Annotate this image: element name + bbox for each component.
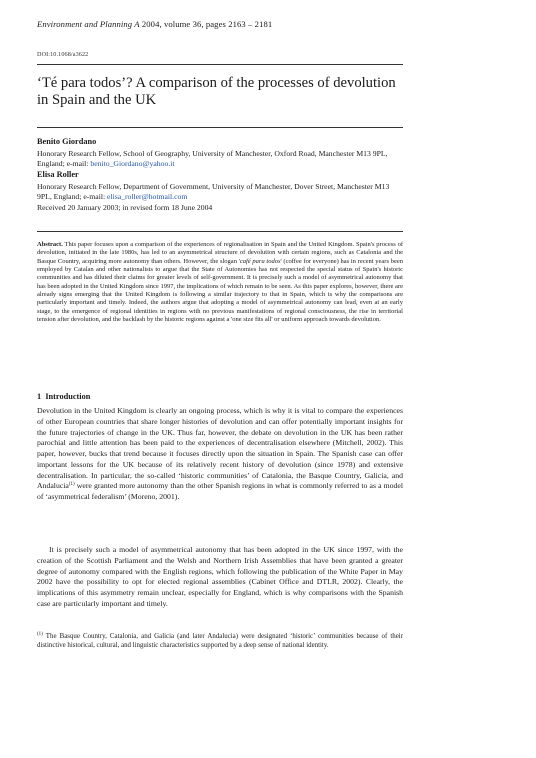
journal-details: 2004, volume 36, pages 2163 – 2181 [139, 19, 273, 29]
section-heading [37, 392, 90, 401]
top-rule [37, 64, 403, 65]
received-dates: Received 20 January 2003; in revised form 18 June 2004 [37, 203, 213, 212]
body-paragraph: It is precisely such a model of asymmetrical autonomy that has been adopted in the UK since 1997, with the creation of the Scottish Parliament and the Welsh and Northern Irish Assemblies that have been granted a greater degree of autonomy compared with the English regions, which following the publication of the White Paper in May 2002 have the possibility to opt for elected regional assemblies (Cabinet Office and DTLR, 2002). Clearly, the implications of this asymmetry remain unclear, especially for England, which is why comparisons with the Spanish case are particularly important and timely. [37, 545, 403, 608]
author-name: Elisa Roller [37, 170, 79, 179]
section-number: 1 [37, 392, 42, 401]
title-rule [37, 127, 403, 128]
body-paragraph: Devolution in the United Kingdom is clearly an ongoing process, which is why it is vital to compare the experiences of other European countries that share longer histories of devolution and can offer potentially important insights for the future trajectories of change in the UK. Thus far, however, the debate on devolution in the UK has been rather parochial and little attention has been paid to the experiences of decentralisation elsewhere (Mitchell, 2002). This paper, however, bucks that trend because it focuses directly upon the situation in Spain. The Spanish case can offer important lessons for the UK because of its relatively recent history of devolution (since 1978) and extensive decentralisation. In particular, the so-called ‘historic communities’ of Catalonia, the Basque Country, Galicia, and Andalucia$^{(1)}$ were granted more autonomy than the other Spanish regions in what is commonly referred to as a model of ‘asymmetrical federalism’ (Moreno, 2001). [37, 406, 403, 501]
author-email-link[interactable]: benito_Giordano@yahoo.it [90, 159, 175, 168]
abstract-rule [37, 231, 403, 232]
doi: DOI:10.1068/a3622 [37, 51, 89, 58]
footnote: $^{(1)}$ The Basque Country, Catalonia, and Galicia (and later Andalucia) were designated ‘historic’ communities because of their distinctive historical, cultural, and linguistic characteristics supported by a deep sense of national identity. [37, 632, 403, 650]
article-title: ‘Té para todos’? A comparison of the processes of devolution in Spain and the UK [37, 75, 396, 108]
author-email-link[interactable]: elisa_roller@hotmail.com [107, 192, 188, 201]
author-affiliation: Honorary Research Fellow, School of Geography, University of Manchester, Oxford Road, Manchester M13 9PL, England; e-mail: benito_Giordano@yahoo.it [37, 149, 388, 168]
abstract: Abstract. This paper focuses upon a comparison of the experiences of regionalisation in Spain and the United Kingdom. Spain's process of devolution, initiated in the late 1980s, has led to an asymmetrical structure of devolution with certain regions, such as Catalonia and the Basque Country, acquiring more autonomy than others. However, the slogan 'café para todos' (coffee for everyone) has in recent years been employed by Catalan and other nationalists to argue that the State of Autonomies has not respected the special status of Spain's historic communities and has diluted their claims for greater levels of self-government. It is precisely such a model of asymmetrical autonomy that has been adopted in the United Kingdom since 1997, the implications of which remain to be seen. As this paper explores, however, there are already signs emerging that the United Kingdom is following a similar trajectory to that in Spain, which is why the comparisons are particularly important and timely. Indeed, the authors argue that adopting a model of asymmetrical autonomy can lead, even at an early stage, to the emergence of regional identities in regions with no previous manifestations of regional consciousness, the rise in territorial tension after devolution, and the backlash by the historic regions against a 'one size fits all' or uniform approach towards devolution. [37, 241, 403, 324]
abstract-label: Abstract. [37, 241, 63, 248]
footnote-number: (1) [37, 632, 43, 637]
footnote-marker[interactable]: (1) [68, 482, 75, 488]
section-title: Introduction [45, 392, 91, 401]
journal-citation [37, 19, 272, 29]
journal-name: Environment and Planning A [37, 19, 140, 29]
author-name: Benito Giordano [37, 137, 97, 146]
author-affiliation: Honorary Research Fellow, Department of Government, University of Manchester, Dover Street, Manchester M13 9PL, England; e-mail: elisa_roller@hotmail.com [37, 182, 390, 201]
